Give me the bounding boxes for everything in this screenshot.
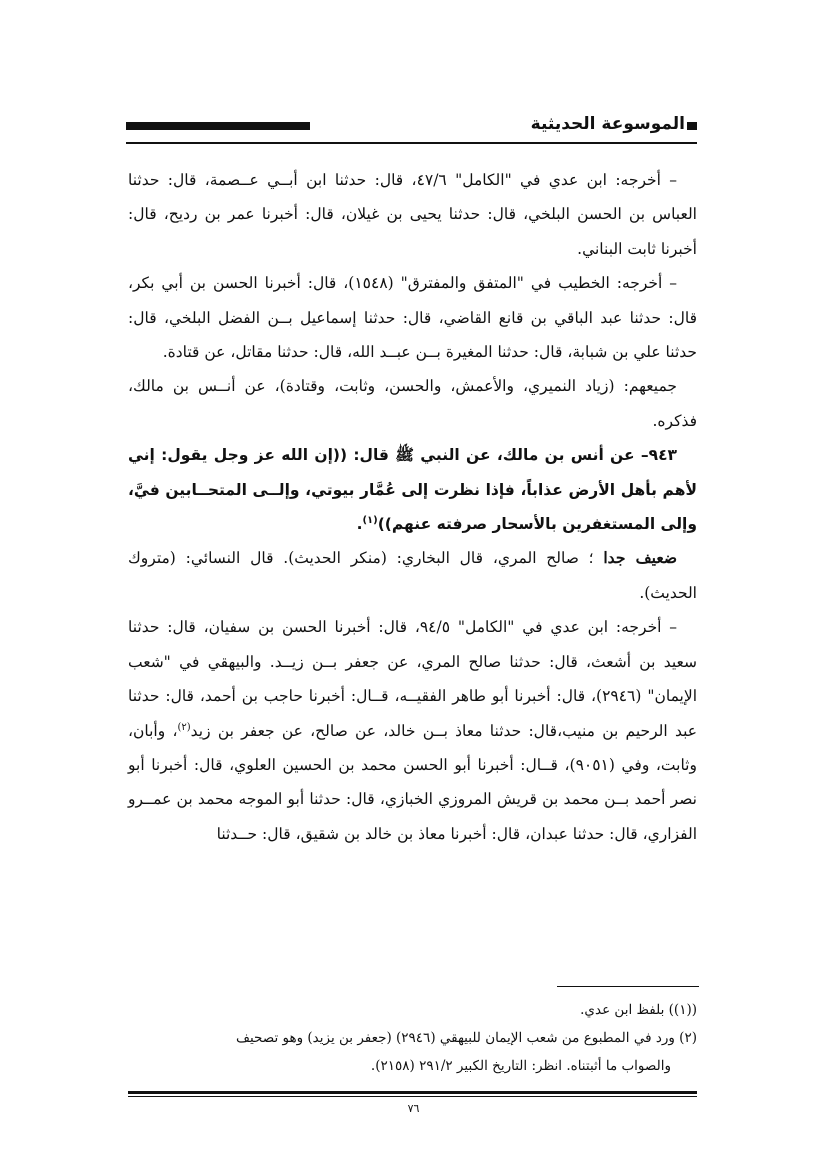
running-header (126, 108, 697, 142)
text-line: – أخرجه: ابن عدي في "الكامل" ٩٤/٥، قال: أخبرنا الحسن بن سفيان، (203, 618, 678, 637)
hadith-943 (128, 438, 697, 541)
grading-label: ضعيف جدا (603, 548, 677, 568)
footnote-2-continued: والصواب ما أثبتناه. انظر: التاريخ الكبير ٢٩١/٢ (٢١٥٨). (370, 1058, 671, 1074)
header-rule (126, 142, 697, 144)
bottom-rule-thick (128, 1091, 697, 1094)
text-line: خالد، عن صالح، عن جعفر بن زيد (190, 721, 416, 740)
text-line: عمر بن رديح، قال: أخبرنا ثابت البناني. (128, 205, 697, 258)
text-line: (متروك الحديث). (128, 549, 697, 602)
footnote-ref-2[interactable]: (٢) (177, 721, 191, 733)
text-line: بن مالك، فذكره. (128, 377, 697, 430)
footnote-1: ((١)) بلفظ ابن عدي. (580, 1002, 697, 1018)
text-line: الفزاري، قال: حدثنا عبدان، قال: أخبرنا معاذ بن خالد بن شقيق، قال: حــدثنا (216, 824, 697, 843)
text-line: أخبرنا حاجب بن أحمد، قال: حدثنا عبد الرحيم بن منيب،قال: حدثنا معاذ بــن (128, 687, 697, 740)
paragraph-takhrij-3 (128, 610, 697, 851)
hadith-line: إني لأهم بأهل الأرض عذاباً، فإذا نظرت إلى عُمَّار بيوتي، وإلــى المتحــابين (128, 446, 697, 499)
hadith-end: . (356, 515, 363, 534)
text-line: الفضل البلخي، قال: حدثنا علي بن شبابة، قال: حدثنا المغيرة بــن عبــد الله، (128, 308, 697, 362)
text-line: قال: حدثنا مقاتل، عن قتادة. (162, 343, 343, 362)
header-title: الموسوعة الحديثية (530, 114, 685, 134)
paragraph-grading (128, 541, 697, 610)
footnotes (128, 996, 697, 1080)
header-ornament-left (126, 122, 310, 130)
page-number: ٧٦ (407, 1102, 420, 1115)
text-line: ، وأبان، وثابت، وفي (٩٠٥١)، قــال: (128, 721, 697, 774)
text-line: بن أبي بكر، قال: حدثنا عبد الباقي بن قانع القاضي، قال: حدثنا إسماعيل بــن (128, 274, 697, 327)
bottom-rule-thin (128, 1096, 697, 1097)
text-line: ؛ صالح المري، قال البخاري: (منكر الحديث). قال النسائي: (185, 549, 604, 568)
text-line: – أخرجه: الخطيب في "المتفق والمفترق" (١٥٤٨)، قال: أخبرنا الحسن (212, 274, 678, 293)
text-line: أخبرنا أبو الحسن محمد بن الحسين العلوي، قال: أخبرنا أبو نصر أحمد بــن (128, 755, 697, 809)
footnote-separator (557, 986, 699, 987)
hadith-line: ٩٤٣– عن أنس بن مالك، عن النبي ﷺ قال: ((إن الله عز وجل يقول: (161, 446, 678, 465)
text-line: – أخرجه: ابن عدي في "الكامل" ٤٧/٦، قال: حدثنا ابن أبــي عــصمة، (204, 171, 677, 189)
header-ornament-right (687, 122, 697, 130)
paragraph-takhrij-2 (128, 266, 697, 369)
footnote-2 (128, 1024, 697, 1052)
paragraph-summary (128, 369, 697, 438)
text-line: والبيهقي في "شعب الإيمان" (٢٩٤٦)، قال: أخبرنا أبو طاهر الفقيــه، قــال: (128, 652, 698, 706)
footnote-2-line: (٢) ورد في المطبوع من شعب الإيمان للبيهقي (٢٩٤٦) (جعفر بن يزيد) وهو تصحيف (235, 1030, 697, 1046)
hadith-line: فيَّ، وإلى المستغفرين بالأسحار صرفته عنهم)) (128, 480, 697, 534)
footnote-ref-1[interactable]: (١) (362, 514, 378, 526)
paragraph-takhrij-1 (128, 163, 697, 266)
body-text (128, 163, 697, 851)
text-line: قال: حدثنا العباس بن الحسن البلخي، قال: حدثنا يحيى بن غيلان، قال: أخبرنا (128, 171, 697, 224)
text-line: محمد بن قريش المروزي الخبازي، قال: حدثنا أبو الموجه محمد بن عمــرو (128, 790, 599, 809)
text-line: جميعهم: (زياد النميري، والأعمش، والحسن، وثابت، وقتادة)، عن أنــس (198, 377, 677, 396)
text-line: قال: حدثنا سعيد بن أشعث، قال: حدثنا صالح المري، عن جعفر بــن زيــد. (128, 618, 697, 671)
